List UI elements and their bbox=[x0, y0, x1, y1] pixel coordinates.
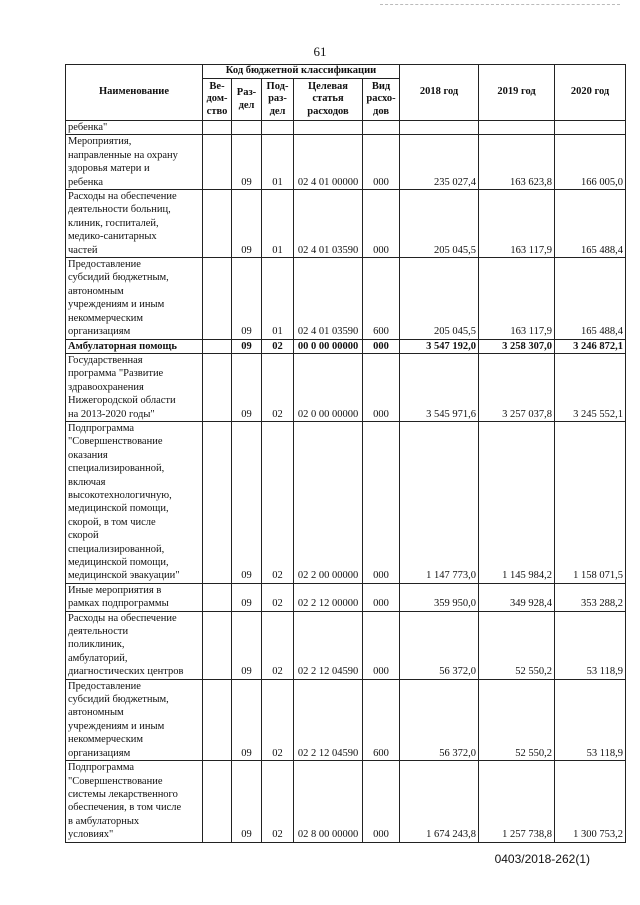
row-csr-cell: 02 4 01 03590 bbox=[294, 258, 363, 339]
header-2020: 2020 год bbox=[555, 65, 626, 121]
row-ved-cell bbox=[203, 421, 232, 583]
row-name-cell: Предоставление субсидий бюджетным, автономным учреждениям и иным некоммерческим организациям bbox=[66, 679, 203, 760]
row-podrazdel-cell: 02 bbox=[262, 339, 294, 353]
row-2020-cell: 3 246 872,1 bbox=[555, 339, 626, 353]
header-kbk: Код бюджетной классификации bbox=[203, 65, 400, 79]
header-razdel: Раз- дел bbox=[232, 79, 262, 121]
row-name-cell: Иные мероприятия в рамках подпрограммы bbox=[66, 583, 203, 611]
row-2018-cell: 1 674 243,8 bbox=[400, 761, 479, 842]
row-2019-cell: 1 257 738,8 bbox=[479, 761, 555, 842]
row-csr-cell: 02 2 00 00000 bbox=[294, 421, 363, 583]
row-2020-cell: 1 300 753,2 bbox=[555, 761, 626, 842]
header-2018: 2018 год bbox=[400, 65, 479, 121]
page-number: 61 bbox=[313, 44, 327, 59]
row-podrazdel-cell: 02 bbox=[262, 353, 294, 421]
row-2019-cell: 1 145 984,2 bbox=[479, 421, 555, 583]
row-vr-cell: 000 bbox=[363, 421, 400, 583]
row-vr-cell: 000 bbox=[363, 190, 400, 258]
row-ved-cell bbox=[203, 258, 232, 339]
row-2020-cell: 165 488,4 bbox=[555, 258, 626, 339]
table-row bbox=[66, 353, 626, 421]
row-2018-cell: 3 547 192,0 bbox=[400, 339, 479, 353]
row-csr-cell: 02 2 12 04590 bbox=[294, 611, 363, 679]
row-name-cell: Предоставление субсидий бюджетным, автономным учреждениям и иным некоммерческим организациям bbox=[66, 258, 203, 339]
header-ved: Ве- дом- ство bbox=[203, 79, 232, 121]
table-row bbox=[66, 258, 626, 339]
row-2019-cell: 3 258 307,0 bbox=[479, 339, 555, 353]
scan-edge-line bbox=[380, 4, 620, 5]
row-2019-cell: 163 117,9 bbox=[479, 258, 555, 339]
row-ved-cell bbox=[203, 339, 232, 353]
row-razdel-cell: 09 bbox=[232, 583, 262, 611]
row-name-cell: Государственная программа "Развитие здравоохранения Нижегородской области на 2013-2020 годы" bbox=[66, 353, 203, 421]
row-razdel-cell: 09 bbox=[232, 421, 262, 583]
header-2019: 2019 год bbox=[479, 65, 555, 121]
table-row bbox=[66, 583, 626, 611]
row-razdel-cell: 09 bbox=[232, 339, 262, 353]
row-2019-cell: 52 550,2 bbox=[479, 679, 555, 760]
budget-table bbox=[65, 64, 626, 843]
row-razdel-cell: 09 bbox=[232, 135, 262, 190]
row-vr-cell: 600 bbox=[363, 258, 400, 339]
row-razdel-cell: 09 bbox=[232, 679, 262, 760]
row-razdel-cell bbox=[232, 121, 262, 135]
header-csr: Целевая статья расходов bbox=[294, 79, 363, 121]
row-2020-cell bbox=[555, 121, 626, 135]
row-podrazdel-cell: 02 bbox=[262, 421, 294, 583]
row-2020-cell: 1 158 071,5 bbox=[555, 421, 626, 583]
row-podrazdel-cell: 02 bbox=[262, 611, 294, 679]
row-vr-cell: 000 bbox=[363, 135, 400, 190]
row-csr-cell: 02 2 12 04590 bbox=[294, 679, 363, 760]
row-2018-cell: 56 372,0 bbox=[400, 679, 479, 760]
row-2020-cell: 53 118,9 bbox=[555, 611, 626, 679]
row-2019-cell: 52 550,2 bbox=[479, 611, 555, 679]
row-ved-cell bbox=[203, 121, 232, 135]
row-2019-cell bbox=[479, 121, 555, 135]
row-csr-cell: 02 4 01 03590 bbox=[294, 190, 363, 258]
row-name-cell: Подпрограмма "Совершенствование оказания специализированной, включая высокотехнологичную, медицинской помощи, скорой, в том числе скорой специализированной, медицинской помощи, медицинской эвакуации" bbox=[66, 421, 203, 583]
row-2018-cell: 235 027,4 bbox=[400, 135, 479, 190]
row-razdel-cell: 09 bbox=[232, 258, 262, 339]
row-2018-cell: 1 147 773,0 bbox=[400, 421, 479, 583]
row-csr-cell: 00 0 00 00000 bbox=[294, 339, 363, 353]
row-vr-cell: 000 bbox=[363, 761, 400, 842]
header-vr: Вид расхо- дов bbox=[363, 79, 400, 121]
row-vr-cell: 000 bbox=[363, 339, 400, 353]
row-podrazdel-cell: 01 bbox=[262, 190, 294, 258]
row-csr-cell: 02 4 01 00000 bbox=[294, 135, 363, 190]
table-row bbox=[66, 121, 626, 135]
row-ved-cell bbox=[203, 761, 232, 842]
row-ved-cell bbox=[203, 679, 232, 760]
row-podrazdel-cell: 02 bbox=[262, 761, 294, 842]
row-razdel-cell: 09 bbox=[232, 611, 262, 679]
row-ved-cell bbox=[203, 583, 232, 611]
row-vr-cell bbox=[363, 121, 400, 135]
row-podrazdel-cell bbox=[262, 121, 294, 135]
row-name-cell: Расходы на обеспечение деятельности больниц, клиник, госпиталей, медико-санитарных частей bbox=[66, 190, 203, 258]
row-2018-cell: 3 545 971,6 bbox=[400, 353, 479, 421]
table-row bbox=[66, 190, 626, 258]
row-podrazdel-cell: 02 bbox=[262, 583, 294, 611]
row-name-cell: Подпрограмма "Совершенствование системы лекарственного обеспечения, в том числе в амбулаторных условиях" bbox=[66, 761, 203, 842]
row-csr-cell bbox=[294, 121, 363, 135]
row-razdel-cell: 09 bbox=[232, 761, 262, 842]
row-2020-cell: 3 245 552,1 bbox=[555, 353, 626, 421]
table-row bbox=[66, 761, 626, 842]
row-podrazdel-cell: 01 bbox=[262, 258, 294, 339]
row-2019-cell: 163 117,9 bbox=[479, 190, 555, 258]
row-razdel-cell: 09 bbox=[232, 190, 262, 258]
row-2019-cell: 349 928,4 bbox=[479, 583, 555, 611]
header-podrazdel: Под- раз- дел bbox=[262, 79, 294, 121]
table-row bbox=[66, 339, 626, 353]
row-2018-cell: 205 045,5 bbox=[400, 190, 479, 258]
row-2020-cell: 353 288,2 bbox=[555, 583, 626, 611]
row-2019-cell: 163 623,8 bbox=[479, 135, 555, 190]
document-code: 0403/2018-262(1) bbox=[494, 852, 590, 866]
row-csr-cell: 02 8 00 00000 bbox=[294, 761, 363, 842]
row-vr-cell: 000 bbox=[363, 353, 400, 421]
row-vr-cell: 000 bbox=[363, 611, 400, 679]
table-row bbox=[66, 421, 626, 583]
table-row bbox=[66, 135, 626, 190]
row-ved-cell bbox=[203, 611, 232, 679]
row-podrazdel-cell: 01 bbox=[262, 135, 294, 190]
row-name-cell: Расходы на обеспечение деятельности поликлиник, амбулаторий, диагностических центров bbox=[66, 611, 203, 679]
row-name-cell: Амбулаторная помощь bbox=[66, 339, 203, 353]
row-2018-cell: 359 950,0 bbox=[400, 583, 479, 611]
header-name: Наименование bbox=[66, 65, 203, 121]
row-name-cell: Мероприятия, направленные на охрану здоровья матери и ребенка bbox=[66, 135, 203, 190]
row-vr-cell: 600 bbox=[363, 679, 400, 760]
row-2018-cell bbox=[400, 121, 479, 135]
row-podrazdel-cell: 02 bbox=[262, 679, 294, 760]
row-csr-cell: 02 2 12 00000 bbox=[294, 583, 363, 611]
row-name-cell: ребенка" bbox=[66, 121, 203, 135]
row-2018-cell: 56 372,0 bbox=[400, 611, 479, 679]
row-razdel-cell: 09 bbox=[232, 353, 262, 421]
row-2020-cell: 166 005,0 bbox=[555, 135, 626, 190]
table-row bbox=[66, 611, 626, 679]
row-2018-cell: 205 045,5 bbox=[400, 258, 479, 339]
row-2019-cell: 3 257 037,8 bbox=[479, 353, 555, 421]
table-row bbox=[66, 679, 626, 760]
row-vr-cell: 000 bbox=[363, 583, 400, 611]
row-csr-cell: 02 0 00 00000 bbox=[294, 353, 363, 421]
row-ved-cell bbox=[203, 353, 232, 421]
row-2020-cell: 53 118,9 bbox=[555, 679, 626, 760]
row-ved-cell bbox=[203, 190, 232, 258]
row-2020-cell: 165 488,4 bbox=[555, 190, 626, 258]
row-ved-cell bbox=[203, 135, 232, 190]
